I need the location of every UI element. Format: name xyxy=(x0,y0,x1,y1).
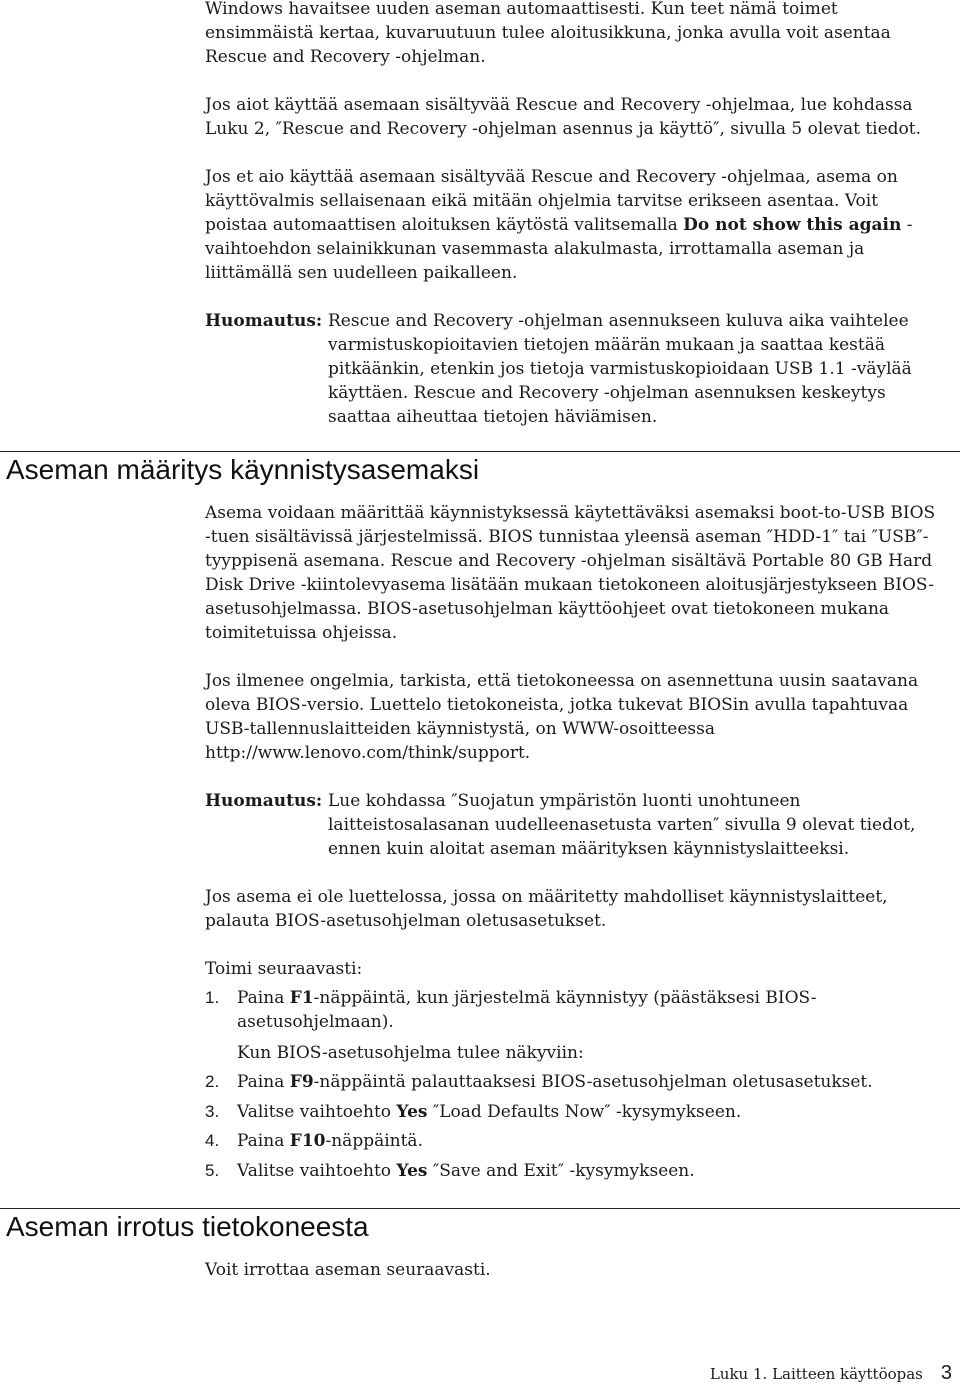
step-subtext: Kun BIOS-asetusohjelma tulee näkyviin: xyxy=(237,1043,584,1063)
restore-defaults-paragraph: Jos asema ei ole luettelossa, jossa on määritetty mahdolliset käynnistyslaitteet, palauta BIOS-asetusohjelman oletusasetukset. xyxy=(205,887,888,931)
procedure-intro: Toimi seuraavasti: xyxy=(205,959,363,979)
key-name: F1 xyxy=(289,988,314,1008)
note-label: Huomautus: xyxy=(205,311,323,331)
rescue-reference-paragraph: Jos aiot käyttää asemaan sisältyvää Rescue and Recovery -ohjelmaa, lue kohdassa Luku 2, ″Rescue and Recovery -ohjelman asennus ja käyttö″, sivulla 5 olevat tiedot. xyxy=(205,95,922,139)
step-text xyxy=(237,1129,937,1153)
step-text xyxy=(237,1070,937,1094)
page-footer xyxy=(710,1363,952,1384)
step-text-part: Valitse vaihtoehto xyxy=(237,1161,397,1181)
step-text-part: -näppäintä palauttaaksesi BIOS-asetusohjelman oletusasetukset. xyxy=(313,1072,873,1092)
note-label: Huomautus: xyxy=(205,791,323,811)
paragraph-text: -vaihtoehdon selainikkunan vasemmasta alakulmasta, irrottamalla aseman ja liittämällä sen uudelleen paikalleen. xyxy=(205,215,913,283)
no-rescue-paragraph xyxy=(205,165,945,285)
remove-drive-paragraph: Voit irrottaa aseman seuraavasti. xyxy=(205,1260,491,1280)
section-heading-boot-drive: Aseman määritys käynnistysasemaksi xyxy=(6,454,480,485)
key-name: F9 xyxy=(289,1072,314,1092)
intro-paragraph: Windows havaitsee uuden aseman automaattisesti. Kun teet nämä toimet ensimmäistä kertaa, kuvaruutuun tulee aloitusikkuna, jonka avulla voit asentaa Rescue and Recovery -ohjelman. xyxy=(205,0,891,67)
step-text-part: ″Save and Exit″ -kysymykseen. xyxy=(427,1161,695,1181)
boot-drive-paragraph: Asema voidaan määrittää käynnistyksessä käytettäväksi asemaksi boot-to-USB BIOS -tuen sisältävissä järjestelmissä. BIOS tunnistaa yleensä aseman ″HDD-1″ tai ″USB″-tyyppisenä asemana. Rescue and Recovery -ohjelman sisältävä Portable 80 GB Hard Disk Drive -kiintolevyasema lisätään mukaan tietokoneen aloitusjärjestykseen BIOS-asetusohjelmassa. BIOS-asetusohjelman käyttöohjeet ovat tietokoneen mukana toimitetuissa ohjeissa. xyxy=(205,503,936,643)
step-text-part: Paina xyxy=(237,988,290,1008)
do-not-show-option: Do not show this again xyxy=(683,215,902,235)
section-heading-remove-drive: Aseman irrotus tietokoneesta xyxy=(6,1211,369,1242)
step-number: 2. xyxy=(205,1072,220,1091)
note-text: Rescue and Recovery -ohjelman asennukseen kuluva aika vaihtelee varmistuskopioitavien tietojen määrän mukaan ja saattaa kestää pitkäänkin, etenkin jos tietoja varmistuskopioidaan USB 1.1 -väylää käyttäen. Rescue and Recovery -ohjelman asennuksen keskeytys saattaa aiheuttaa tietojen häviämisen. xyxy=(328,311,912,427)
step-text xyxy=(237,986,937,1034)
step-number: 3. xyxy=(205,1102,220,1121)
section-divider xyxy=(0,1208,960,1209)
step-number: 5. xyxy=(205,1161,220,1180)
key-name: F10 xyxy=(289,1131,326,1151)
option-name: Yes xyxy=(396,1102,428,1122)
section-divider xyxy=(0,451,960,452)
page-number: 3 xyxy=(940,1362,952,1384)
step-text-part: Valitse vaihtoehto xyxy=(237,1102,397,1122)
paragraph-text: Jos et aio käyttää asemaan sisältyvää Rescue and Recovery -ohjelmaa, asema on käyttövalmis sellaisenaan eikä mitään ohjelmia tarvitse erikseen asentaa. Voit poistaa automaattisen aloituksen käytöstä valitsemalla xyxy=(205,167,898,235)
step-text-part: Paina xyxy=(237,1131,290,1151)
step-text-part: -näppäintä, kun järjestelmä käynnistyy (päästäksesi BIOS-asetusohjelmaan). xyxy=(237,988,817,1032)
chapter-title: Luku 1. Laitteen käyttöopas xyxy=(709,1365,923,1383)
step-text-part: Paina xyxy=(237,1072,290,1092)
step-text-part: -näppäintä. xyxy=(325,1131,423,1151)
step-text xyxy=(237,1100,937,1124)
step-number: 4. xyxy=(205,1131,220,1150)
bios-version-paragraph: Jos ilmenee ongelmia, tarkista, että tietokoneessa on asennettuna uusin saatavana oleva BIOS-versio. Luettelo tietokoneista, jotka tukevat BIOSin avulla tapahtuvaa USB-tallennuslaitteiden käynnistystä, on WWW-osoitteessa http://www.lenovo.com/think/support. xyxy=(205,671,919,763)
note-text: Lue kohdassa ″Suojatun ympäristön luonti unohtuneen laitteistosalasanan uudelleenasetusta varten″ sivulla 9 olevat tiedot, ennen kuin aloitat aseman määrityksen käynnistyslaitteeksi. xyxy=(328,791,916,859)
option-name: Yes xyxy=(396,1161,428,1181)
step-number: 1. xyxy=(205,988,220,1007)
step-text xyxy=(237,1159,937,1183)
step-text-part: ″Load Defaults Now″ -kysymykseen. xyxy=(427,1102,742,1122)
